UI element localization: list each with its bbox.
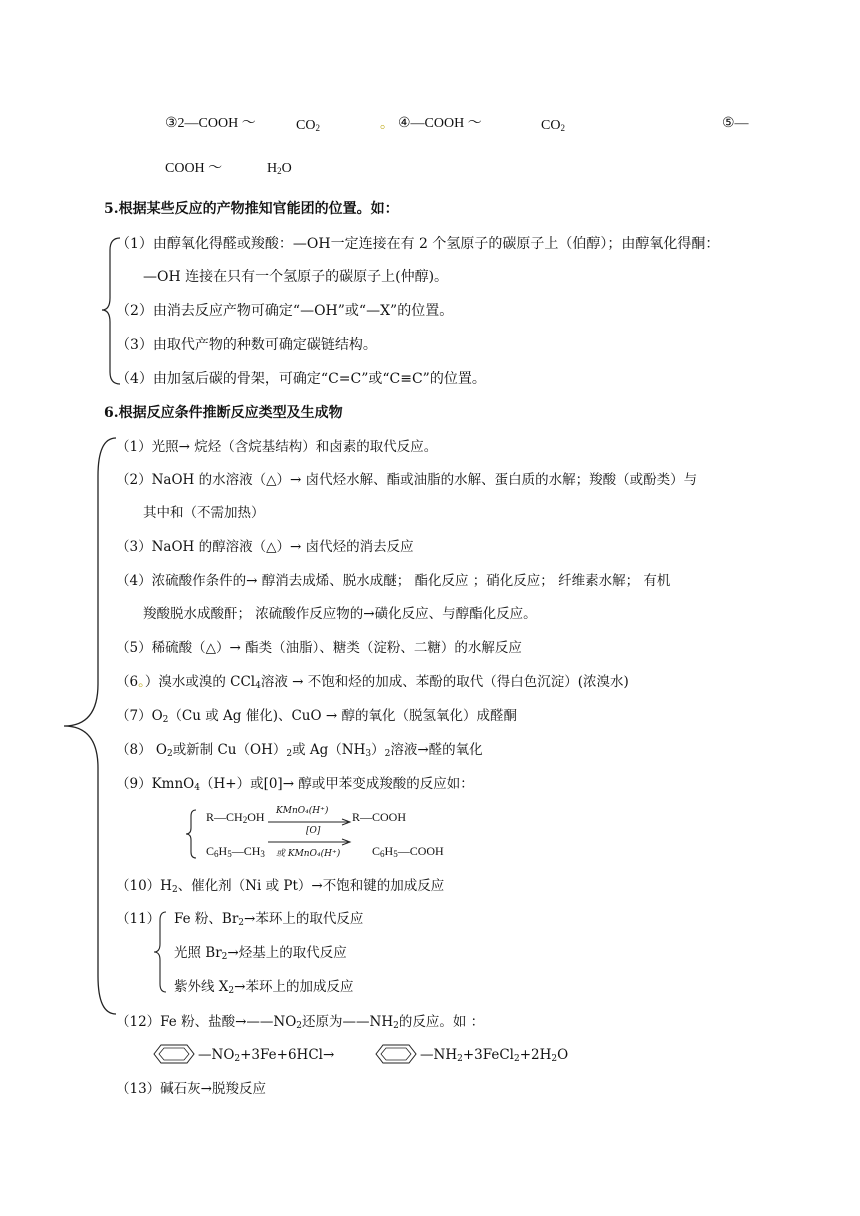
section6-item-9: （9）KmnO$_4$（H+）或[0]→ 醇或甲苯变成羧酸的反应如： [116,776,474,793]
section6-item-11-label: （11） [116,911,161,927]
reaction2-condition-bottom: 或 KMnO₄(H⁺) [276,849,341,859]
section6-item-4: （4）浓硫酸作条件的→ 醇消去成烯、脱水成醚； 酯化反应 ；硝化反应； 纤维素水解； 有机 [116,573,671,589]
section6-item-7: $(7)O_2(Cu$ 或 Ag 催化)、CuO → 醇的氧化（脱氢氧化）成醛酮 [116,708,517,725]
section6-title: 6.根据反应条件推断反应类型及生成物 [104,405,343,421]
benzene-ring-right-icon [368,1043,424,1065]
section5-item-2: （2）由消去反应产物可确定“—OH”或“—X”的位置。 [116,303,454,319]
section6-item-2-cont: 其中和（不需加热） [143,505,265,521]
item11-brace [152,910,168,994]
co2-label-3: $CO_2$ [296,118,320,133]
section6-item-3: （3）NaOH 的醇溶液（△）→ 卤代烃的消去反应 [116,539,414,555]
reaction-brace [184,808,198,860]
separator-dot: 。 [380,116,394,132]
reaction1-arrow [268,818,352,826]
co2-label-4: $CO_2$ [541,118,565,133]
reaction2-reactant: $C_6H_5—CH_3$ [206,844,265,859]
section5-title: 5.根据某些反应的产物推知官能团的位置。如： [104,201,399,217]
section6-item-4-cont: 羧酸脱水成酸酐； 浓硫酸作反应物的→磺化反应、与醇酯化反应。 [143,606,537,622]
section6-item-1: （1）光照→ 烷烃（含烷基结构）和卤素的取代反应。 [116,439,438,455]
section6-item-2: （2）NaOH 的水溶液（△）→ 卤代烃水解、酯或油脂的水解、蛋白质的水解；羧酸（或酚类）与 [116,472,698,488]
section5-item-1-cont: —OH 连接在只有一个氢原子的碳原子上(仲醇)。 [143,269,449,285]
reaction2-condition-top: [O] [306,826,321,836]
benzene-ring-left-icon [146,1043,202,1065]
section5-item-1: （1）由醇氧化得醛或羧酸：—OH一定连接在有 2 个氢原子的碳原子上（伯醇）；由醇氧化得酮： [116,236,720,252]
reaction1-reactant: $R—CH_2OH$ [206,810,265,825]
cooh-item-4: ④—COOH ～ [398,116,482,131]
section6-item-8: （8） $O_2$或新制 $Cu(OH)_2$或 $Ag(NH_3)_2$溶液→醛的氧化 [116,742,483,759]
reaction1-product: R—COOH [352,810,407,824]
section6-item-10: $(10)H_2$、催化剂（Ni 或 Pt）→不饱和键的加成反应 [116,878,445,895]
cooh-item-5-cont: COOH ～ [165,161,223,176]
section6-brace [62,436,118,1016]
reaction2-arrow [268,838,352,846]
h2o-label-5: $H_2O$ [267,161,292,176]
section6-item-5: （5）稀硫酸（△）→ 酯类（油脂）、糖类（淀粉、二糖）的水解反应 [116,640,522,656]
equation-right: $—NH_2+3FeCl_2+2H_2O$ [420,1047,569,1064]
section6-item-11c: 紫外线 $X_2\to$苯环上的加成反应 [174,979,354,996]
cooh-item-3: ③2—COOH ～ [165,116,256,131]
section5-item-3: （3）由取代产物的种数可确定碳链结构。 [116,337,377,353]
section6-item-11a: Fe 粉、$Br_2\to$苯环上的取代反应 [174,911,364,928]
section6-item-6: （6。）溴水或溴的 CCl$_4$溶液 → 不饱和烃的加成、苯酚的取代（得白色沉淀）(浓溴水) [116,674,629,691]
reaction2-product: $C_6H_5—COOH$ [372,844,444,859]
section6-item-13: （13）碱石灰→脱羧反应 [116,1081,266,1097]
equation-left: $—NO_2+3Fe+6HCl\to$ [198,1047,335,1064]
cooh-item-5: ⑤— [722,116,749,131]
reaction1-condition: KMnO₄(H⁺) [276,806,329,816]
section6-item-12: （12）Fe 粉、盐酸$\to——NO_2$还原为$——NH_2$的反应。如 ： [116,1014,485,1031]
section5-item-4: （4）由加氢后碳的骨架，可确定“C=C”或“C≡C”的位置。 [116,371,486,387]
section6-item-11b: 光照 $Br_2\to$烃基上的取代反应 [174,945,347,962]
